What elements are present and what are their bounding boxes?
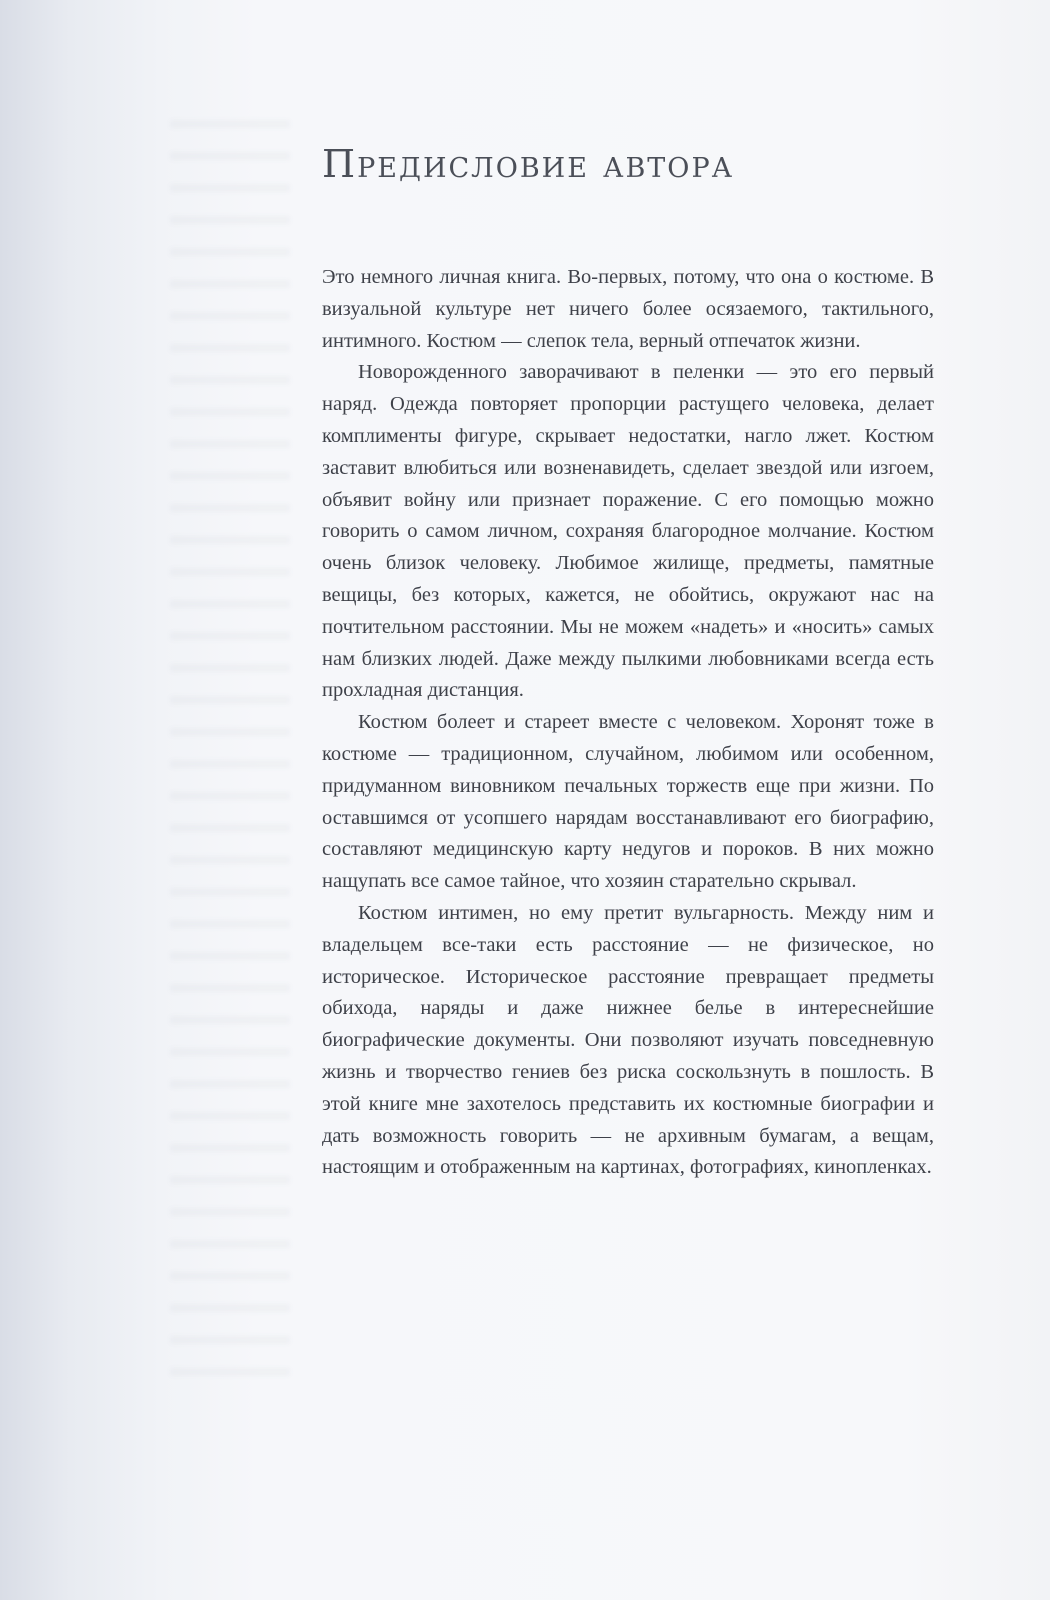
paragraph-1: Это немного личная книга. Во-первых, потому, что она о костюме. В визуальной культуре нет ничего более осязаемого, тактильного, интимного. Костюм — слепок тела, верный отпечаток жизни. <box>322 266 934 352</box>
paragraph-2: Новорожденного заворачивают в пеленки — это его первый наряд. Одежда повторяет пропорции растущего человека, делает комплименты фигуре, скрывает недостатки, нагло лжет. Костюм заставит влюбиться или возненавидеть, сделает звездой или изгоем, объявит войну или признает поражение. С его помощью можно говорить о самом личном, сохраняя благородное молчание. Костюм очень близок человеку. Любимое жилище, предметы, памятные вещицы, без которых, кажется, не обойтись, окружают нас на почтительном расстоянии. Мы не можем «надеть» и «носить» самых нам близких людей. Даже между пылкими любовниками всегда есть прохладная дистанция. <box>322 361 934 702</box>
paragraph-3: Костюм болеет и стареет вместе с человеком. Хоронят тоже в костюме — традиционном, случайном, любимом или особенном, придуманном виновником печальных торжеств еще при жизни. По оставшимся от усопшего нарядам восстанавливают его биографию, составляют медицинскую карту недугов и пороков. В них можно нащупать все самое тайное, что хозяин старательно скрывал. <box>322 711 934 893</box>
page-title: Предисловие автора <box>322 142 735 186</box>
body-text <box>322 262 934 1184</box>
show-through-text <box>170 120 290 1380</box>
paragraph-4: Костюм интимен, но ему претит вульгарность. Между ним и владельцем все-таки есть расстояние — не физическое, но историческое. Историческое расстояние превращает предметы обихода, наряды и даже нижнее белье в интереснейшие биографические документы. Они позволяют изучать повседневную жизнь и творчество гениев без риска соскользнуть в пошлость. В этой книге мне захотелось представить их костюмные биографии и дать возможность говорить — не архивным бумагам, а вещам, настоящим и отображенным на картинах, фотографиях, кинопленках. <box>322 901 934 1179</box>
